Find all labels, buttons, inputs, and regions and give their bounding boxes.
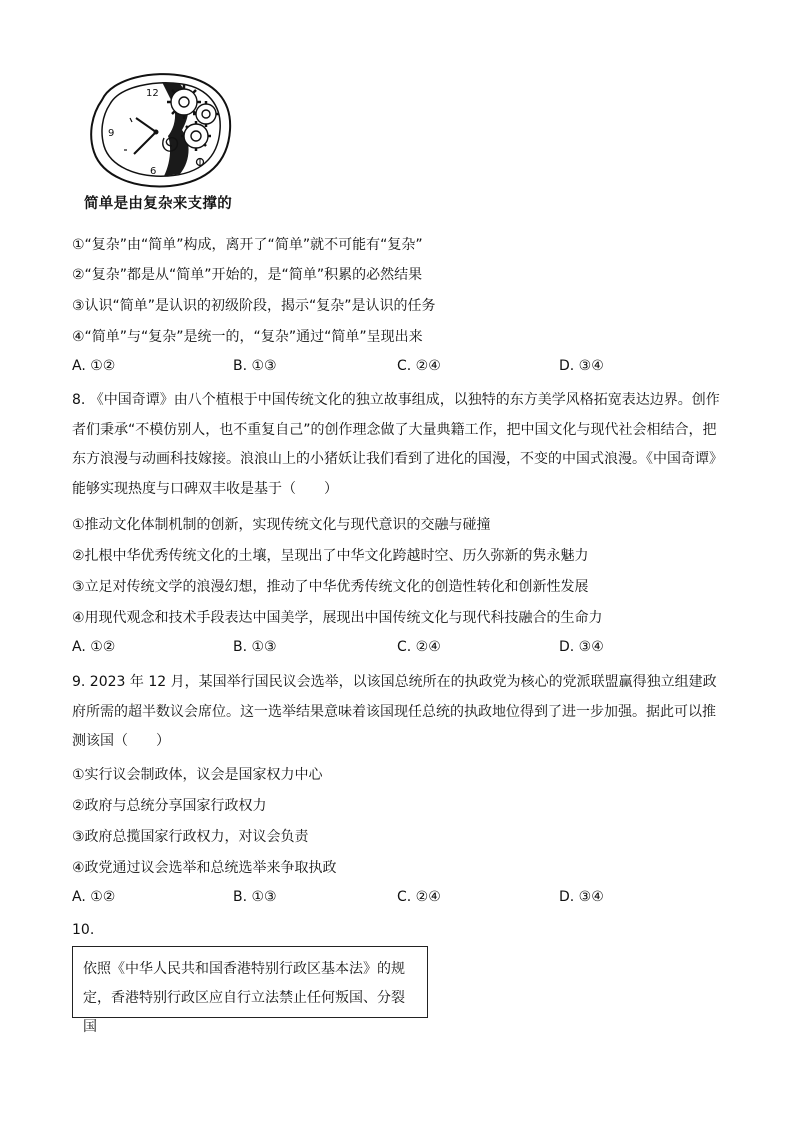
q9-option-3: ③政府总揽国家行政权力，对议会负责 — [72, 829, 309, 845]
q8-stem: 8. 《中国奇谭》由八个植根于中国传统文化的独立故事组成，以独特的东方美学风格拓宽表达边界。创作者们秉承“不模仿别人，也不重复自己”的创作理念做了大量典籍工作，把中国文化与现代社会相结合，把东方浪漫与动画科技嫁接。浪浪山上的小猪妖让我们看到了进化的国漫，不变的中国式浪漫。《中国奇谭》能够实现热度与口碑双丰收是基于（ ） — [72, 392, 723, 497]
q8-choices — [72, 639, 692, 659]
q9-option-1: ①实行议会制政体，议会是国家权力中心 — [72, 767, 323, 783]
q7-choice-b[interactable]: B. ①③ — [233, 358, 277, 374]
clock-center-pin — [154, 130, 159, 135]
q8-choice-a[interactable]: A. ①② — [72, 639, 116, 655]
q10-box-text: 依照《中华人民共和国香港特别行政区基本法》的规定，香港特别行政区应自行立法禁止任何叛国、分裂国 — [83, 961, 405, 1035]
q7-option-1: ①“复杂”由“简单”构成，离开了“简单”就不可能有“复杂” — [72, 237, 423, 253]
q9-choice-b[interactable]: B. ①③ — [233, 889, 277, 905]
q7-choices — [72, 358, 692, 378]
q9-choices — [72, 889, 692, 909]
clock-numeral-12: 12 — [146, 88, 159, 99]
q9-choice-a[interactable]: A. ①② — [72, 889, 116, 905]
q8-option-1: ①推动文化体制机制的创新，实现传统文化与现代意识的交融与碰撞 — [72, 517, 491, 533]
q9-choice-d[interactable]: D. ③④ — [559, 889, 604, 905]
q7-option-4: ④“简单”与“复杂”是统一的，“复杂”通过“简单”呈现出来 — [72, 329, 423, 345]
clock-numeral-9: 9 — [108, 128, 115, 139]
q8-option-2: ②扎根中华优秀传统文化的土壤，呈现出了中华文化跨越时空、历久弥新的隽永魅力 — [72, 548, 589, 564]
q8-option-4: ④用现代观念和技术手段表达中国美学，展现出中国传统文化与现代科技融合的生命力 — [72, 610, 603, 626]
clock-numeral-6: 6 — [150, 166, 157, 177]
q10-number: 10. — [72, 922, 95, 938]
clock-gear-illustration — [84, 70, 234, 188]
q8-choice-c[interactable]: C. ②④ — [397, 639, 441, 655]
q9-stem: 9. 2023 年 12 月，某国举行国民议会选举，以该国总统所在的执政党为核心的党派联盟赢得独立组建政府所需的超半数议会席位。这一选举结果意味着该国现任总统的执政地位得到了进一步加强。据此可以推测该国（ ） — [72, 674, 717, 749]
q7-option-2: ②“复杂”都是从“简单”开始的，是“简单”积累的必然结果 — [72, 267, 423, 283]
q9-option-2: ②政府与总统分享国家行政权力 — [72, 798, 267, 814]
q7-choice-d[interactable]: D. ③④ — [559, 358, 604, 374]
q9-choice-c[interactable]: C. ②④ — [397, 889, 441, 905]
q8-choice-b[interactable]: B. ①③ — [233, 639, 277, 655]
q8-option-3: ③立足对传统文学的浪漫幻想，推动了中华优秀传统文化的创造性转化和创新性发展 — [72, 579, 589, 595]
q7-choice-a[interactable]: A. ①② — [72, 358, 116, 374]
q10-material-box — [72, 946, 428, 1035]
q8-choice-d[interactable]: D. ③④ — [559, 639, 604, 655]
q9-option-4: ④政党通过议会选举和总统选举来争取执政 — [72, 860, 337, 876]
q7-option-3: ③认识“简单”是认识的初级阶段，揭示“复杂”是认识的任务 — [72, 298, 436, 314]
q7-choice-c[interactable]: C. ②④ — [397, 358, 441, 374]
figure-caption: 简单是由复杂来支撑的 — [84, 196, 232, 212]
